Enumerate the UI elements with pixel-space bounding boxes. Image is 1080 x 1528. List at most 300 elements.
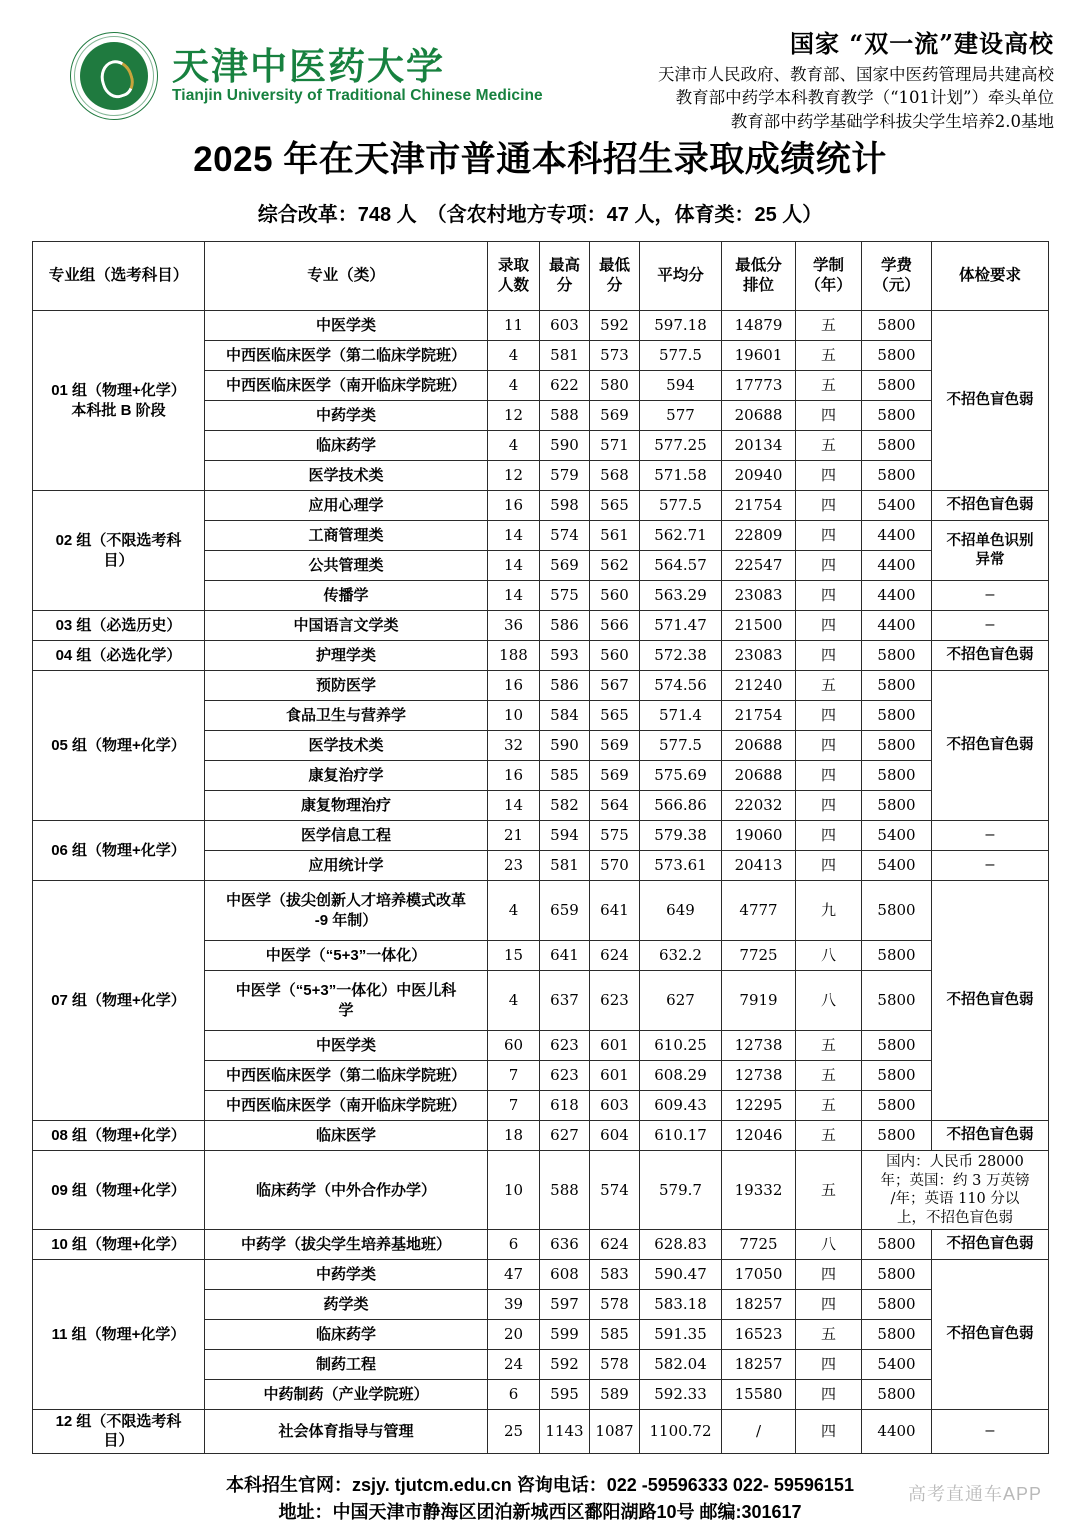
admission-score-table <box>32 241 1049 1454</box>
avg-score-cell: 574.56 <box>640 671 722 701</box>
tuition-cell: 5800 <box>862 941 932 971</box>
column-header-line2: （元） <box>873 277 920 294</box>
column-header-line1: 学制 <box>812 257 844 275</box>
column-header-2 <box>488 242 540 311</box>
min-score-cell: 560 <box>590 641 640 671</box>
major-name-cell: 医学信息工程 <box>205 821 488 851</box>
tuition-cell: 5800 <box>862 731 932 761</box>
tuition-cell: 5800 <box>862 1320 932 1350</box>
avg-score-cell: 579.7 <box>640 1151 722 1230</box>
column-header-4 <box>590 242 640 311</box>
tuition-cell: 5800 <box>862 1091 932 1121</box>
max-score-cell: 584 <box>540 701 590 731</box>
tuition-cell: 5800 <box>862 371 932 401</box>
admit-count-cell: 20 <box>488 1320 540 1350</box>
page-header <box>0 0 1080 131</box>
physical-requirement-cell: 不招色盲色弱 <box>932 1230 1049 1260</box>
avg-score-cell: 571.4 <box>640 701 722 731</box>
duration-cell: 五 <box>796 431 862 461</box>
tuition-cell: 5800 <box>862 1380 932 1410</box>
min-rank-cell: 18257 <box>722 1290 796 1320</box>
duration-cell: 四 <box>796 401 862 431</box>
admit-count-cell: 24 <box>488 1350 540 1380</box>
avg-score-cell: 577.5 <box>640 731 722 761</box>
min-rank-cell: 17773 <box>722 371 796 401</box>
min-rank-cell: 12295 <box>722 1091 796 1121</box>
max-score-cell: 586 <box>540 671 590 701</box>
max-score-cell: 588 <box>540 401 590 431</box>
min-rank-cell: 22032 <box>722 791 796 821</box>
page-title: 2025 年在天津市普通本科招生录取成绩统计 <box>193 140 887 179</box>
duration-cell: 九 <box>796 881 862 941</box>
max-score-cell: 593 <box>540 641 590 671</box>
physical-requirement-cell: – <box>932 611 1049 641</box>
admit-count-cell: 18 <box>488 1121 540 1151</box>
duration-cell: 四 <box>796 581 862 611</box>
min-rank-cell: 15580 <box>722 1380 796 1410</box>
tuition-cell: 5800 <box>862 1230 932 1260</box>
max-score-cell: 603 <box>540 311 590 341</box>
major-name-cell: 中医学（拔尖创新人才培养模式改革 -9 年制） <box>205 881 488 941</box>
tuition-cell: 5800 <box>862 461 932 491</box>
major-name-cell: 食品卫生与营养学 <box>205 701 488 731</box>
major-name-cell: 中西医临床医学（第二临床学院班） <box>205 1061 488 1091</box>
admit-count-cell: 47 <box>488 1260 540 1290</box>
major-name-cell: 工商管理类 <box>205 521 488 551</box>
min-rank-cell: 19060 <box>722 821 796 851</box>
admit-count-cell: 15 <box>488 941 540 971</box>
duration-cell: 五 <box>796 1061 862 1091</box>
avg-score-cell: 582.04 <box>640 1350 722 1380</box>
max-score-cell: 588 <box>540 1151 590 1230</box>
duration-cell: 四 <box>796 461 862 491</box>
duration-cell: 五 <box>796 341 862 371</box>
min-score-cell: 578 <box>590 1290 640 1320</box>
tuition-cell: 5800 <box>862 761 932 791</box>
tuition-cell: 5400 <box>862 821 932 851</box>
column-header-line2: （年） <box>805 277 852 294</box>
group-name-cell-4: 05 组（物理+化学） <box>33 671 205 821</box>
column-header-line2: 排位 <box>742 277 774 294</box>
avg-score-cell: 571.47 <box>640 611 722 641</box>
tuition-cell: 5800 <box>862 791 932 821</box>
header-line-3: 教育部中药学基础学科拔尖学生培养2.0基地 <box>730 111 1054 131</box>
max-score-cell: 582 <box>540 791 590 821</box>
table-body <box>33 311 1049 1454</box>
major-name-cell: 中药学类 <box>205 401 488 431</box>
major-name-cell: 应用统计学 <box>205 851 488 881</box>
min-score-cell: 565 <box>590 491 640 521</box>
tuition-cell: 5800 <box>862 881 932 941</box>
group-name-cell-6: 07 组（物理+化学） <box>33 881 205 1121</box>
column-header-line1: 学费 <box>880 257 912 275</box>
admit-count-cell: 12 <box>488 401 540 431</box>
max-score-cell: 636 <box>540 1230 590 1260</box>
major-name-cell: 中药学（拔尖学生培养基地班） <box>205 1230 488 1260</box>
avg-score-cell: 1100.72 <box>640 1410 722 1453</box>
min-score-cell: 624 <box>590 941 640 971</box>
logo-english-name: Tianjin University of Traditional Chinese Medicine <box>172 87 543 105</box>
major-name-cell: 康复物理治疗 <box>205 791 488 821</box>
min-rank-cell: 12046 <box>722 1121 796 1151</box>
max-score-cell: 590 <box>540 431 590 461</box>
max-score-cell: 622 <box>540 371 590 401</box>
min-rank-cell: 7919 <box>722 971 796 1031</box>
tuition-cell: 5400 <box>862 851 932 881</box>
admit-count-cell: 60 <box>488 1031 540 1061</box>
physical-requirement-cell: 不招色盲色弱 <box>932 671 1049 821</box>
table-row <box>33 1260 1049 1290</box>
min-rank-cell: 23083 <box>722 641 796 671</box>
max-score-cell: 581 <box>540 341 590 371</box>
min-score-cell: 569 <box>590 761 640 791</box>
duration-cell: 四 <box>796 641 862 671</box>
duration-cell: 五 <box>796 1091 862 1121</box>
group-name-cell-9: 10 组（物理+化学） <box>33 1230 205 1260</box>
column-header-line1: 录取 <box>497 257 529 275</box>
header-credentials <box>658 18 1054 133</box>
admit-count-cell: 32 <box>488 731 540 761</box>
admit-count-cell: 4 <box>488 431 540 461</box>
tuition-cell: 5400 <box>862 1350 932 1380</box>
max-score-cell: 623 <box>540 1061 590 1091</box>
avg-score-cell: 575.69 <box>640 761 722 791</box>
min-score-cell: 601 <box>590 1031 640 1061</box>
max-score-cell: 569 <box>540 551 590 581</box>
table-row <box>33 311 1049 341</box>
tuition-cell: 5800 <box>862 1290 932 1320</box>
column-header-line2: 人数 <box>497 277 529 294</box>
avg-score-cell: 632.2 <box>640 941 722 971</box>
admit-count-cell: 4 <box>488 371 540 401</box>
header-line-1: 天津市人民政府、教育部、国家中医药管理局共建高校 <box>658 65 1054 84</box>
min-rank-cell: 20413 <box>722 851 796 881</box>
group-name-cell-1: 02 组（不限选考科 目） <box>33 491 205 611</box>
avg-score-cell: 583.18 <box>640 1290 722 1320</box>
min-score-cell: 565 <box>590 701 640 731</box>
major-name-cell: 预防医学 <box>205 671 488 701</box>
admit-count-cell: 4 <box>488 971 540 1031</box>
column-header-line2: 分 <box>556 277 573 294</box>
tuition-cell: 4400 <box>862 1410 932 1453</box>
table-row <box>33 821 1049 851</box>
min-score-cell: 570 <box>590 851 640 881</box>
min-score-cell: 575 <box>590 821 640 851</box>
major-name-cell: 康复治疗学 <box>205 761 488 791</box>
tuition-cell: 5800 <box>862 311 932 341</box>
tuition-cell: 4400 <box>862 551 932 581</box>
duration-cell: 五 <box>796 1320 862 1350</box>
table-row <box>33 1121 1049 1151</box>
physical-requirement-cell: 不招色盲色弱 <box>932 881 1049 1121</box>
group-name-cell-8: 09 组（物理+化学） <box>33 1151 205 1230</box>
admit-count-cell: 16 <box>488 491 540 521</box>
min-score-cell: 578 <box>590 1350 640 1380</box>
admit-count-cell: 21 <box>488 821 540 851</box>
min-score-cell: 564 <box>590 791 640 821</box>
min-score-cell: 562 <box>590 551 640 581</box>
group-name-cell-3: 04 组（必选化学） <box>33 641 205 671</box>
admit-count-cell: 14 <box>488 791 540 821</box>
duration-cell: 四 <box>796 1260 862 1290</box>
university-brand <box>70 18 543 120</box>
physical-requirement-cell: 不招色盲色弱 <box>932 311 1049 491</box>
university-seal-icon <box>70 32 158 120</box>
tuition-cell: 5800 <box>862 971 932 1031</box>
avg-score-cell: 562.71 <box>640 521 722 551</box>
min-rank-cell: / <box>722 1410 796 1453</box>
min-score-cell: 567 <box>590 671 640 701</box>
admit-count-cell: 188 <box>488 641 540 671</box>
min-rank-cell: 7725 <box>722 941 796 971</box>
min-score-cell: 568 <box>590 461 640 491</box>
column-header-8 <box>862 242 932 311</box>
admit-count-cell: 25 <box>488 1410 540 1453</box>
tuition-cell: 5800 <box>862 341 932 371</box>
duration-cell: 四 <box>796 551 862 581</box>
table-row <box>33 641 1049 671</box>
min-score-cell: 585 <box>590 1320 640 1350</box>
group-name-cell-5: 06 组（物理+化学） <box>33 821 205 881</box>
major-name-cell: 临床药学 <box>205 431 488 461</box>
max-score-cell: 574 <box>540 521 590 551</box>
tuition-cell: 5800 <box>862 1061 932 1091</box>
max-score-cell: 592 <box>540 1350 590 1380</box>
max-score-cell: 598 <box>540 491 590 521</box>
admit-count-cell: 14 <box>488 581 540 611</box>
admit-count-cell: 23 <box>488 851 540 881</box>
duration-cell: 五 <box>796 371 862 401</box>
logo-chinese-name: 天津中医药大学 <box>172 43 445 88</box>
avg-score-cell: 649 <box>640 881 722 941</box>
admit-count-cell: 7 <box>488 1091 540 1121</box>
column-header-line1: 专业组（选考科目） <box>48 267 189 285</box>
min-score-cell: 560 <box>590 581 640 611</box>
duration-cell: 四 <box>796 761 862 791</box>
column-header-line1: 体检要求 <box>958 267 1021 285</box>
physical-requirement-cell: – <box>932 851 1049 881</box>
admit-count-cell: 11 <box>488 311 540 341</box>
major-name-cell: 社会体育指导与管理 <box>205 1410 488 1453</box>
admit-count-cell: 6 <box>488 1380 540 1410</box>
max-score-cell: 597 <box>540 1290 590 1320</box>
physical-requirement-cell: – <box>932 821 1049 851</box>
major-name-cell: 中医学类 <box>205 1031 488 1061</box>
avg-score-cell: 597.18 <box>640 311 722 341</box>
min-rank-cell: 20134 <box>722 431 796 461</box>
min-score-cell: 571 <box>590 431 640 461</box>
admit-count-cell: 16 <box>488 671 540 701</box>
major-name-cell: 中医学（“5+3”一体化）中医儿科 学 <box>205 971 488 1031</box>
max-score-cell: 579 <box>540 461 590 491</box>
min-score-cell: 1087 <box>590 1410 640 1453</box>
duration-cell: 五 <box>796 1031 862 1061</box>
table-header-row <box>33 242 1049 311</box>
table-container <box>0 241 1080 1454</box>
major-name-cell: 中药学类 <box>205 1260 488 1290</box>
min-rank-cell: 21754 <box>722 701 796 731</box>
min-score-cell: 641 <box>590 881 640 941</box>
avg-score-cell: 577.5 <box>640 341 722 371</box>
duration-cell: 四 <box>796 611 862 641</box>
major-name-cell: 中西医临床医学（南开临床学院班） <box>205 371 488 401</box>
admit-count-cell: 7 <box>488 1061 540 1091</box>
min-rank-cell: 12738 <box>722 1031 796 1061</box>
min-rank-cell: 20688 <box>722 401 796 431</box>
tuition-cell: 5800 <box>862 641 932 671</box>
table-row <box>33 611 1049 641</box>
avg-score-cell: 627 <box>640 971 722 1031</box>
tuition-cell: 5800 <box>862 701 932 731</box>
major-name-cell: 中西医临床医学（南开临床学院班） <box>205 1091 488 1121</box>
major-name-cell: 药学类 <box>205 1290 488 1320</box>
group-name-cell-7: 08 组（物理+化学） <box>33 1121 205 1151</box>
min-rank-cell: 20688 <box>722 761 796 791</box>
column-header-line1: 最低 <box>598 257 630 275</box>
major-name-cell: 临床药学 <box>205 1320 488 1350</box>
table-row <box>33 491 1049 521</box>
duration-cell: 五 <box>796 1121 862 1151</box>
min-rank-cell: 7725 <box>722 1230 796 1260</box>
min-rank-cell: 21500 <box>722 611 796 641</box>
min-score-cell: 601 <box>590 1061 640 1091</box>
min-rank-cell: 20940 <box>722 461 796 491</box>
min-rank-cell: 21754 <box>722 491 796 521</box>
fee-and-physical-merged-cell: 国内：人民币 28000 年；英国：约 3 万英镑 /年；英语 110 分以 上，不招色盲色弱 <box>862 1151 1049 1230</box>
min-rank-cell: 23083 <box>722 581 796 611</box>
avg-score-cell: 609.43 <box>640 1091 722 1121</box>
physical-requirement-cell: 不招单色识别 异常 <box>932 521 1049 581</box>
tuition-cell: 4400 <box>862 611 932 641</box>
column-header-6 <box>722 242 796 311</box>
max-score-cell: 590 <box>540 731 590 761</box>
table-row <box>33 1230 1049 1260</box>
min-score-cell: 569 <box>590 401 640 431</box>
max-score-cell: 608 <box>540 1260 590 1290</box>
tuition-cell: 4400 <box>862 521 932 551</box>
min-rank-cell: 18257 <box>722 1350 796 1380</box>
column-header-1 <box>205 242 488 311</box>
column-header-5 <box>640 242 722 311</box>
admit-count-cell: 6 <box>488 1230 540 1260</box>
min-score-cell: 623 <box>590 971 640 1031</box>
table-row <box>33 1151 1049 1230</box>
tuition-cell: 5800 <box>862 671 932 701</box>
duration-cell: 八 <box>796 1230 862 1260</box>
table-row <box>33 671 1049 701</box>
major-name-cell: 公共管理类 <box>205 551 488 581</box>
column-header-7 <box>796 242 862 311</box>
major-name-cell: 制药工程 <box>205 1350 488 1380</box>
min-score-cell: 561 <box>590 521 640 551</box>
min-score-cell: 580 <box>590 371 640 401</box>
avg-score-cell: 577.5 <box>640 491 722 521</box>
min-score-cell: 604 <box>590 1121 640 1151</box>
major-name-cell: 临床药学（中外合作办学） <box>205 1151 488 1230</box>
major-name-cell: 中西医临床医学（第二临床学院班） <box>205 341 488 371</box>
column-header-9 <box>932 242 1049 311</box>
max-score-cell: 575 <box>540 581 590 611</box>
table-row <box>33 881 1049 941</box>
avg-score-cell: 591.35 <box>640 1320 722 1350</box>
table-row <box>33 1410 1049 1453</box>
min-rank-cell: 12738 <box>722 1061 796 1091</box>
duration-cell: 四 <box>796 1410 862 1453</box>
header-title: 国家 “双一流”建设高校 <box>790 29 1054 58</box>
min-score-cell: 583 <box>590 1260 640 1290</box>
major-name-cell: 护理学类 <box>205 641 488 671</box>
min-score-cell: 566 <box>590 611 640 641</box>
major-name-cell: 医学技术类 <box>205 461 488 491</box>
max-score-cell: 659 <box>540 881 590 941</box>
group-name-cell-11: 12 组（不限选考科 目） <box>33 1410 205 1453</box>
avg-score-cell: 610.25 <box>640 1031 722 1061</box>
admit-count-cell: 36 <box>488 611 540 641</box>
brand-text <box>172 43 543 106</box>
watermark: 高考直通车APP <box>907 1484 1042 1504</box>
avg-score-cell: 608.29 <box>640 1061 722 1091</box>
avg-score-cell: 590.47 <box>640 1260 722 1290</box>
duration-cell: 四 <box>796 1350 862 1380</box>
major-name-cell: 临床医学 <box>205 1121 488 1151</box>
header-line-2: 教育部中药学本科教育教学（“101计划”）牵头单位 <box>675 88 1054 108</box>
admit-count-cell: 4 <box>488 341 540 371</box>
min-rank-cell: 22547 <box>722 551 796 581</box>
tuition-cell: 5800 <box>862 1031 932 1061</box>
physical-requirement-cell: 不招色盲色弱 <box>932 641 1049 671</box>
column-header-line1: 专业（类） <box>307 267 385 285</box>
avg-score-cell: 628.83 <box>640 1230 722 1260</box>
column-header-3 <box>540 242 590 311</box>
avg-score-cell: 573.61 <box>640 851 722 881</box>
min-score-cell: 589 <box>590 1380 640 1410</box>
duration-cell: 八 <box>796 971 862 1031</box>
duration-cell: 四 <box>796 791 862 821</box>
table-header <box>33 242 1049 311</box>
max-score-cell: 595 <box>540 1380 590 1410</box>
column-header-line2: 分 <box>606 277 623 294</box>
duration-cell: 四 <box>796 731 862 761</box>
duration-cell: 四 <box>796 851 862 881</box>
duration-cell: 四 <box>796 1290 862 1320</box>
admit-count-cell: 4 <box>488 881 540 941</box>
avg-score-cell: 577 <box>640 401 722 431</box>
max-score-cell: 581 <box>540 851 590 881</box>
column-header-line1: 平均分 <box>657 267 704 285</box>
avg-score-cell: 577.25 <box>640 431 722 461</box>
max-score-cell: 585 <box>540 761 590 791</box>
major-name-cell: 应用心理学 <box>205 491 488 521</box>
footer-line-website: 本科招生官网：zsjy. tjutcm.edu.cn 咨询电话：022 -59596333 022- 59596151 <box>226 1474 854 1495</box>
major-name-cell: 中医学类 <box>205 311 488 341</box>
tuition-cell: 5800 <box>862 1121 932 1151</box>
physical-requirement-cell: – <box>932 581 1049 611</box>
admit-count-cell: 14 <box>488 521 540 551</box>
group-name-cell-0: 01 组（物理+化学） 本科批 B 阶段 <box>33 311 205 491</box>
max-score-cell: 627 <box>540 1121 590 1151</box>
avg-score-cell: 592.33 <box>640 1380 722 1410</box>
duration-cell: 五 <box>796 671 862 701</box>
major-name-cell: 医学技术类 <box>205 731 488 761</box>
major-name-cell: 中国语言文学类 <box>205 611 488 641</box>
avg-score-cell: 594 <box>640 371 722 401</box>
min-score-cell: 574 <box>590 1151 640 1230</box>
max-score-cell: 599 <box>540 1320 590 1350</box>
tuition-cell: 5800 <box>862 1260 932 1290</box>
max-score-cell: 586 <box>540 611 590 641</box>
major-name-cell: 中药制药（产业学院班） <box>205 1380 488 1410</box>
max-score-cell: 594 <box>540 821 590 851</box>
